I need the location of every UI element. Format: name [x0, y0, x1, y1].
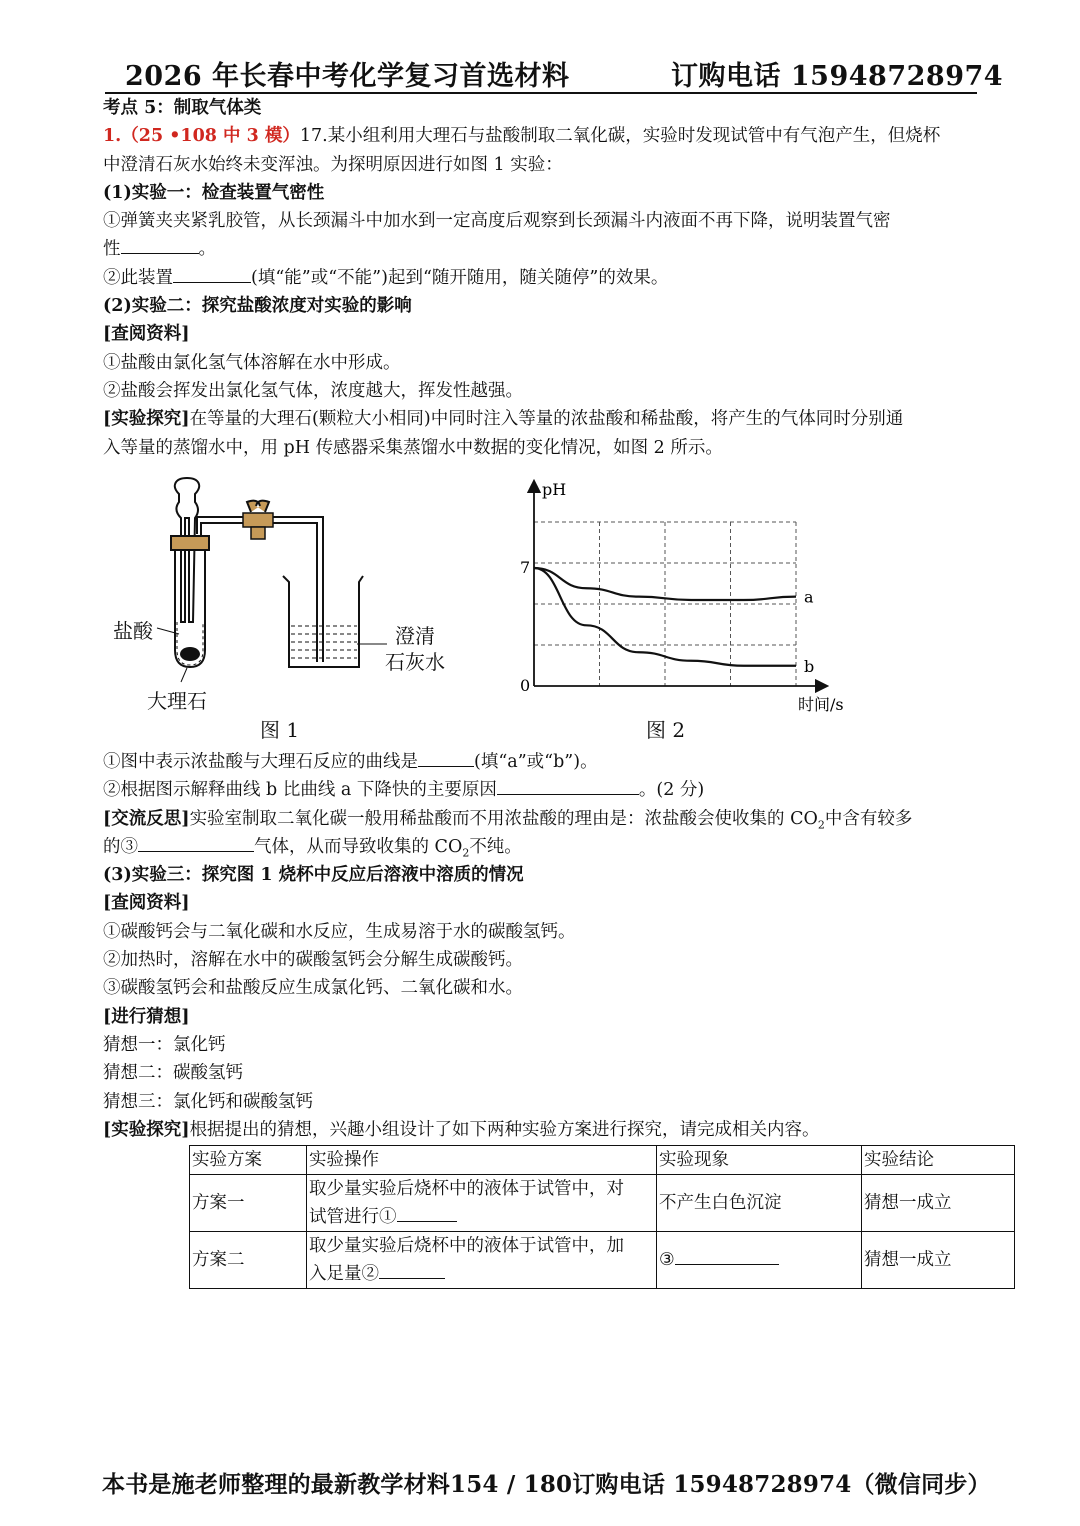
operation-line-1: 取少量实验后烧杯中的液体于试管中，加: [309, 1236, 624, 1256]
ref2-item-1: ①碳酸钙会与二氧化碳和水反应，生成易溶于水的碳酸氢钙。: [103, 921, 576, 942]
table-row: [190, 1232, 1015, 1289]
exp1-q1-text-b: 。: [198, 239, 216, 260]
intro-line-2: 中澄清石灰水始终未变浑浊。为探明原因进行如图 1 实验：: [103, 154, 563, 175]
y-axis-label: pH: [542, 480, 567, 499]
exp1-q2-text-a: ②此装置: [103, 267, 173, 288]
label-limewater-1: 澄清: [395, 624, 435, 648]
exp3-title: (3)实验三：探究图 1 烧杯中反应后溶液中溶质的情况: [103, 865, 524, 886]
answer-blank-operation-2[interactable]: [379, 1260, 445, 1279]
q2-item-2-text-b: 。(2 分): [638, 780, 705, 801]
exp1-q2-text-b: (填“能”或“不能”)起到“随开随用，随关随停”的效果。: [251, 267, 669, 288]
ref-title-1: [查阅资料]: [103, 324, 190, 345]
exp1-q1-line1: ①弹簧夹夹紧乳胶管，从长颈漏斗中加水到一定高度后观察到长颈漏斗内液面不再下降，说明装置气密: [103, 211, 891, 232]
co2-subscript-2: 2: [462, 846, 470, 860]
question-text-part2: [103, 748, 983, 1144]
q2-item-2-text-a: ②根据图示解释曲线 b 比曲线 a 下降快的主要原因: [103, 780, 497, 801]
ref2-item-3: ③碳酸氢钙会和盐酸反应生成氯化钙、二氧化碳和水。: [103, 978, 523, 999]
discuss-text-2a: 的③: [103, 836, 138, 857]
co2-subscript-1: 2: [817, 818, 825, 832]
ref-title-2: [查阅资料]: [103, 893, 190, 914]
table-header-cell: 实验操作: [307, 1146, 657, 1175]
label-hydrochloric-acid: 盐酸: [113, 619, 153, 643]
page-footer: 本书是施老师整理的最新教学材料154 / 180订购电话 15948728974（微信同步）: [102, 1471, 991, 1498]
explore-2-text: 根据提出的猜想，兴趣小组设计了如下两种实验方案进行探究，请完成相关内容。: [189, 1119, 820, 1140]
answer-blank-reason[interactable]: [497, 776, 639, 795]
answer-blank-operation-1[interactable]: [397, 1203, 457, 1222]
marble-chips: [180, 647, 200, 661]
table-row: [190, 1175, 1015, 1232]
explore-line-2: 入等量的蒸馏水中，用 pH 传感器采集蒸馏水中数据的变化情况，如图 2 所示。: [103, 437, 723, 458]
phenomenon-text: ③: [659, 1250, 675, 1270]
operation-line-2: [309, 1203, 654, 1231]
answer-blank-phenomenon-3[interactable]: [675, 1246, 779, 1265]
y-tick-7: 7: [520, 558, 531, 577]
discuss-tag: [交流反思]: [103, 808, 190, 829]
explore-tag: [实验探究]: [103, 409, 190, 430]
discuss-text-2c: 不纯。: [469, 836, 522, 857]
answer-blank-curve[interactable]: [418, 748, 474, 767]
operation-line-2: [309, 1260, 654, 1288]
spring-clamp: [243, 501, 273, 539]
table-header-row: [190, 1146, 1015, 1175]
discuss-text-1a: 实验室制取二氧化碳一般用稀盐酸而不用浓盐酸的理由是：浓盐酸会使收集的 CO: [189, 808, 818, 829]
q2-item-1: [103, 748, 983, 776]
answer-blank-can-or-cannot[interactable]: [173, 264, 251, 283]
question-number-tag: 1.（25 •108 中 3 模）: [103, 126, 300, 147]
experiment-plan-table: [189, 1145, 1015, 1289]
header-phone: 订购电话 15948728974: [671, 61, 1004, 92]
question-text-part1: [103, 94, 983, 462]
ref-item-1: ①盐酸由氯化氢气体溶解在水中形成。: [103, 352, 401, 373]
operation-line-1: 取少量实验后烧杯中的液体于试管中，对: [309, 1179, 624, 1199]
section-title: 考点 5：制取气体类: [103, 98, 262, 118]
exp1-q2: [103, 264, 983, 292]
table-header-cell: 实验现象: [657, 1146, 862, 1175]
q2-item-1-text-a: ①图中表示浓盐酸与大理石反应的曲线是: [103, 752, 418, 772]
explore-2-tag: [实验探究]: [103, 1119, 190, 1140]
figure-1-caption: 图 1: [260, 718, 300, 742]
explore-text-1: 在等量的大理石(颗粒大小相同)中同时注入等量的浓盐酸和稀盐酸，将产生的气体同时分别通: [189, 409, 904, 430]
q2-item-2: [103, 776, 983, 804]
ph-chart: [500, 472, 860, 722]
figures-row: [0, 472, 1080, 747]
operation-text: 入足量②: [309, 1264, 379, 1284]
curve-label-b: b: [804, 656, 815, 676]
table-cell-conclusion: 猜想一成立: [862, 1175, 1015, 1232]
x-axis-label: 时间/s: [798, 695, 844, 714]
rubber-stopper: [171, 536, 209, 550]
intro-text-1: 17.某小组利用大理石与盐酸制取二氧化碳，实验时发现试管中有气泡产生，但烧杯: [299, 126, 941, 147]
intro-line-1: [103, 122, 983, 150]
explore-2-line: [103, 1116, 983, 1144]
exp1-title: (1)实验一：检查装置气密性: [103, 182, 325, 203]
figure-2-caption: 图 2: [646, 718, 686, 742]
discuss-text-1b: 中含有较多: [824, 808, 913, 829]
answer-blank-gas[interactable]: [138, 833, 254, 852]
ref2-item-2: ②加热时，溶解在水中的碳酸氢钙会分解生成碳酸钙。: [103, 950, 523, 971]
figure-2: [500, 472, 860, 747]
operation-text: 试管进行①: [309, 1207, 397, 1227]
table-header-cell: 实验结论: [862, 1146, 1015, 1175]
chart-grid: [534, 522, 796, 686]
curve-label-a: a: [804, 587, 814, 607]
discuss-text-2b: 气体，从而导致收集的 CO: [254, 836, 463, 857]
label-marble: 大理石: [147, 689, 207, 713]
exp1-q1-line2: [103, 235, 983, 263]
table-cell-phenomenon: 不产生白色沉淀: [657, 1175, 862, 1232]
exp1-q1-text-a: 性: [103, 239, 121, 260]
table-cell-plan: 方案二: [190, 1232, 307, 1289]
table-header-cell: 实验方案: [190, 1146, 307, 1175]
page-header: [105, 52, 1004, 94]
guess-title: [进行猜想]: [103, 1006, 190, 1027]
table-cell-operation: [307, 1175, 657, 1232]
explore-line-1: [103, 405, 983, 433]
exp2-title: (2)实验二：探究盐酸浓度对实验的影响: [103, 296, 412, 317]
figure-1: [105, 472, 475, 742]
ref-item-2: ②盐酸会挥发出氯化氢气体，浓度越大，挥发性越强。: [103, 380, 523, 401]
discuss-line-2: [103, 833, 983, 861]
label-limewater-2: 石灰水: [385, 650, 445, 674]
discuss-line-1: [103, 805, 983, 833]
answer-blank-airtightness[interactable]: [121, 235, 199, 254]
header-title: 2026 年长春中考化学复习首选材料: [125, 61, 570, 92]
guess-3: 猜想三：氯化钙和碳酸氢钙: [103, 1091, 313, 1112]
table-cell-conclusion: 猜想一成立: [862, 1232, 1015, 1289]
table-cell-operation: [307, 1232, 657, 1289]
guess-1: 猜想一：氯化钙: [103, 1034, 226, 1055]
guess-2: 猜想二：碳酸氢钙: [103, 1063, 243, 1084]
y-tick-0: 0: [520, 676, 531, 695]
table-cell-phenomenon: [657, 1232, 862, 1289]
table-cell-plan: 方案一: [190, 1175, 307, 1232]
q2-item-1-text-b: (填“a”或“b”)。: [474, 752, 598, 772]
